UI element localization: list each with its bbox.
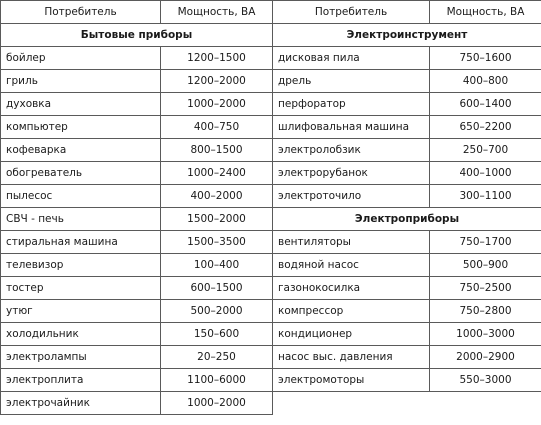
consumer-name: пылесос: [1, 185, 161, 208]
power-range: 650–2200: [430, 116, 541, 139]
consumer-name: кофеварка: [1, 139, 161, 162]
power-range: 250–700: [430, 139, 541, 162]
section-title-power-tools: Электроинструмент: [273, 24, 541, 47]
power-range: 1500–2000: [161, 208, 273, 231]
consumer-name: перфоратор: [273, 93, 430, 116]
consumer-name: электроточило: [273, 185, 430, 208]
power-range: 600–1400: [430, 93, 541, 116]
table-row: [1, 231, 541, 254]
consumer-name: газонокосилка: [273, 277, 430, 300]
power-range: 750–2500: [430, 277, 541, 300]
table-row: [1, 323, 541, 346]
consumer-name: компрессор: [273, 300, 430, 323]
power-range: 100–400: [161, 254, 273, 277]
consumer-name: шлифовальная машина: [273, 116, 430, 139]
power-range: 150–600: [161, 323, 273, 346]
power-range: 1200–1500: [161, 47, 273, 70]
consumer-name: компьютер: [1, 116, 161, 139]
power-range: 400–2000: [161, 185, 273, 208]
power-range: 1100–6000: [161, 369, 273, 392]
table-header-row: [1, 1, 541, 24]
power-range: 1000–2000: [161, 93, 273, 116]
consumer-name: тостер: [1, 277, 161, 300]
power-range: 400–1000: [430, 162, 541, 185]
power-range: 1000–2000: [161, 392, 273, 415]
power-range: 1500–3500: [161, 231, 273, 254]
consumer-name: СВЧ - печь: [1, 208, 161, 231]
consumer-name: кондиционер: [273, 323, 430, 346]
power-range: 750–2800: [430, 300, 541, 323]
power-range: 600–1500: [161, 277, 273, 300]
empty-cell: [273, 392, 541, 415]
power-range: 550–3000: [430, 369, 541, 392]
table-row: [1, 254, 541, 277]
column-header-consumer: Потребитель: [1, 1, 161, 24]
consumer-name: электроплита: [1, 369, 161, 392]
power-range: 1000–3000: [430, 323, 541, 346]
column-header-power: Мощность, ВА: [430, 1, 541, 24]
consumer-name: водяной насос: [273, 254, 430, 277]
table-row: [1, 93, 541, 116]
power-range: 20–250: [161, 346, 273, 369]
consumer-name: телевизор: [1, 254, 161, 277]
consumer-name: бойлер: [1, 47, 161, 70]
power-range: 1200–2000: [161, 70, 273, 93]
table-row: [1, 392, 541, 415]
consumer-name: гриль: [1, 70, 161, 93]
power-range: 500–900: [430, 254, 541, 277]
table-row: [1, 346, 541, 369]
consumer-name: насос выс. давления: [273, 346, 430, 369]
table-row: [1, 277, 541, 300]
power-range: 2000–2900: [430, 346, 541, 369]
power-range: 1000–2400: [161, 162, 273, 185]
consumer-name: электролобзик: [273, 139, 430, 162]
power-range: 800–1500: [161, 139, 273, 162]
section-title-electric-devices: Электроприборы: [273, 208, 541, 231]
consumer-name: стиральная машина: [1, 231, 161, 254]
column-header-consumer: Потребитель: [273, 1, 430, 24]
power-range: 750–1700: [430, 231, 541, 254]
power-range: 300–1100: [430, 185, 541, 208]
section-row: [1, 24, 541, 47]
table-row: [1, 300, 541, 323]
consumer-name: вентиляторы: [273, 231, 430, 254]
consumer-name: электролампы: [1, 346, 161, 369]
column-header-power: Мощность, ВА: [161, 1, 273, 24]
table-row: [1, 70, 541, 93]
power-range: 400–750: [161, 116, 273, 139]
section-title-household: Бытовые приборы: [1, 24, 273, 47]
consumer-name: духовка: [1, 93, 161, 116]
table-row: [1, 139, 541, 162]
consumer-name: утюг: [1, 300, 161, 323]
table-row: [1, 185, 541, 208]
consumer-name: холодильник: [1, 323, 161, 346]
consumer-name: электромоторы: [273, 369, 430, 392]
power-range: 500–2000: [161, 300, 273, 323]
table-row: [1, 369, 541, 392]
consumer-name: дрель: [273, 70, 430, 93]
consumer-name: электрорубанок: [273, 162, 430, 185]
table-row: [1, 208, 541, 231]
power-range: 750–1600: [430, 47, 541, 70]
power-range: 400–800: [430, 70, 541, 93]
consumer-name: обогреватель: [1, 162, 161, 185]
table-row: [1, 47, 541, 70]
table-row: [1, 116, 541, 139]
table-row: [1, 162, 541, 185]
consumer-name: электрочайник: [1, 392, 161, 415]
consumer-name: дисковая пила: [273, 47, 430, 70]
